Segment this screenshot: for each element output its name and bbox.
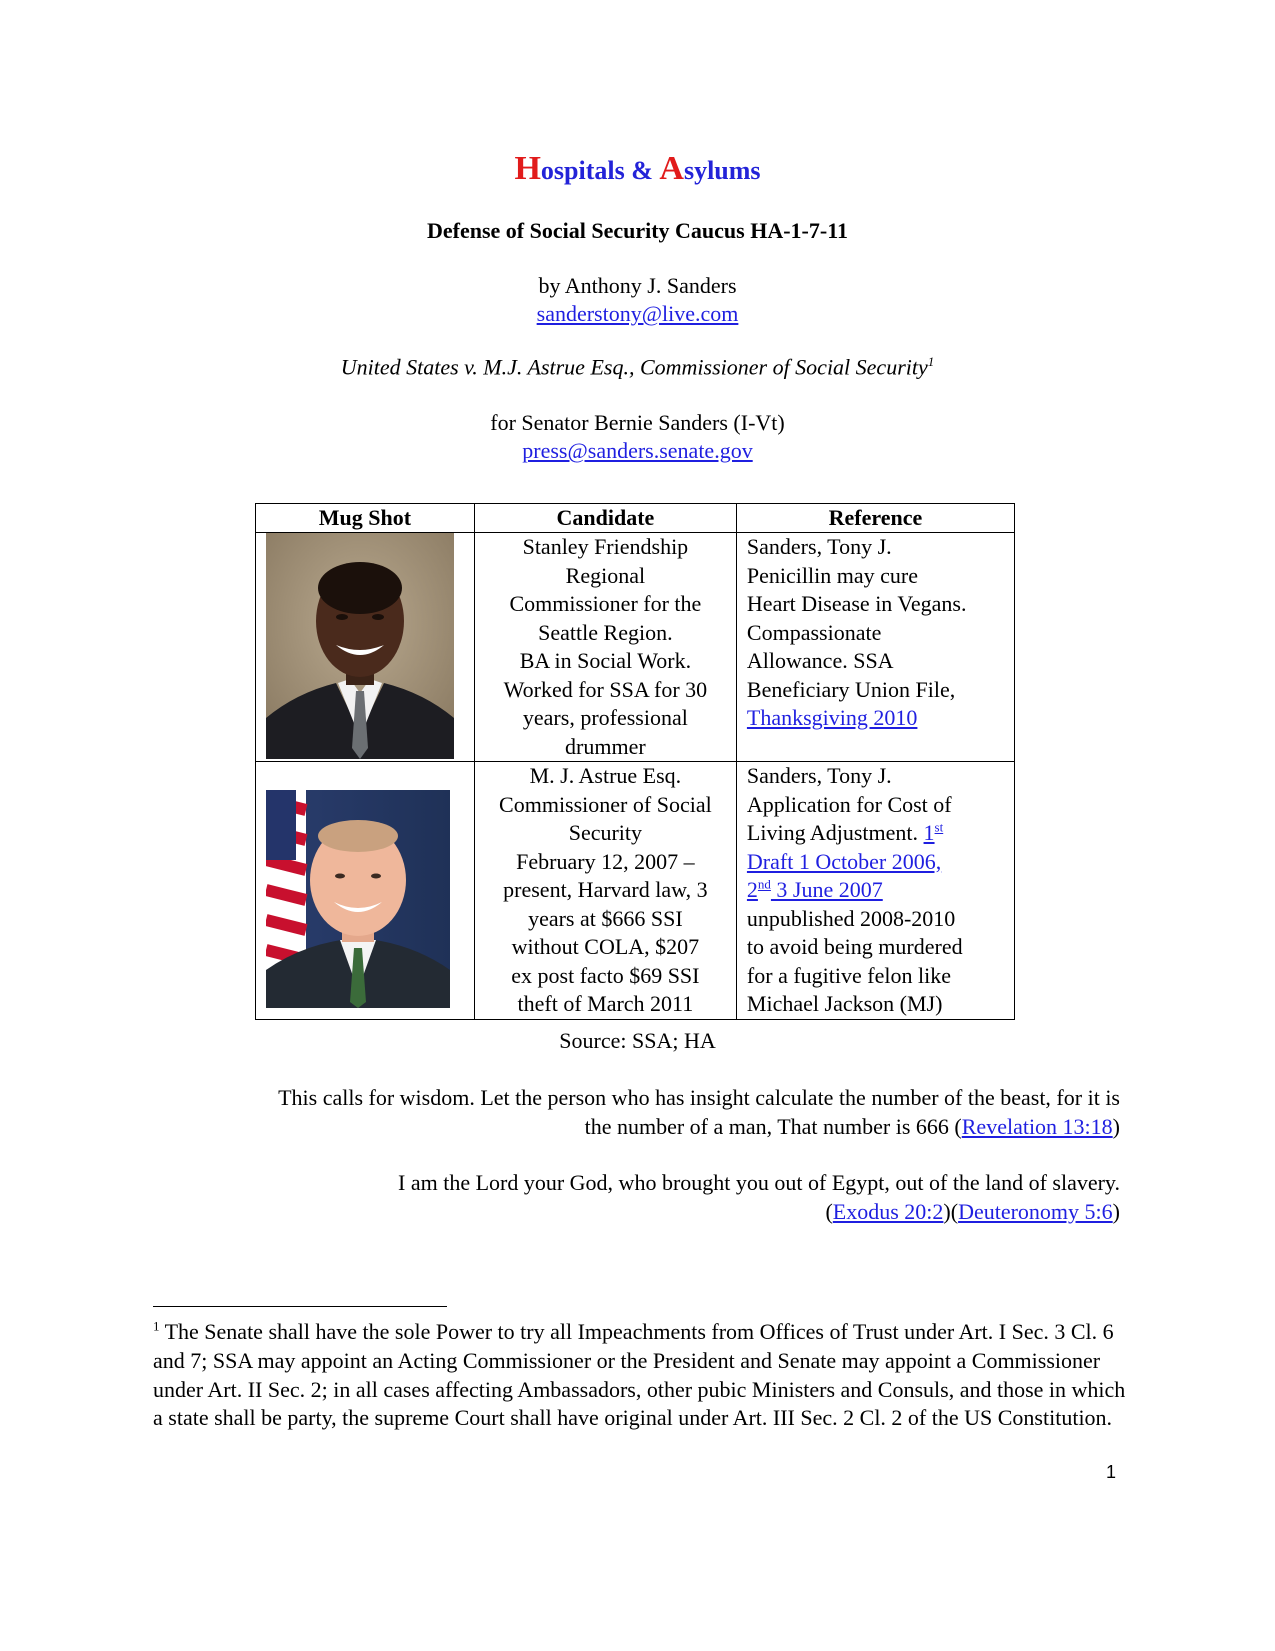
candidate-line: Stanley Friendship	[522, 534, 689, 559]
reference-prefix: Living Adjustment.	[746, 820, 924, 845]
quote-line: This calls for wisdom. Let the person who has insight calculate the number of the beast, for it is	[278, 1085, 1120, 1110]
candidate-line: Worked for SSA for 30	[503, 676, 708, 702]
portrait-photo-1	[266, 533, 454, 759]
reference-cell	[736, 533, 1014, 762]
title-part-1: ospitals &	[540, 156, 660, 185]
page-number: 1	[1106, 1462, 1117, 1482]
exodus-link[interactable]: Exodus 20:2	[832, 1198, 944, 1224]
paren-open: (	[825, 1198, 833, 1224]
footnote-number: 1	[153, 1318, 160, 1334]
footnote	[153, 1318, 1133, 1433]
mug-shot-cell	[256, 533, 475, 762]
reference-line: Heart Disease in Vegans.	[746, 591, 967, 616]
candidate-line: M. J. Astrue Esq.	[529, 763, 682, 788]
quote-line-prefix: the number of a man, That number is 666 (	[584, 1113, 962, 1139]
exodus-quote	[140, 1169, 1120, 1226]
reference-line: Sanders, Tony J.	[746, 763, 892, 788]
revelation-link[interactable]: Revelation 13:18	[961, 1113, 1113, 1139]
candidate-cell	[474, 533, 736, 762]
candidate-line: drummer	[565, 733, 646, 759]
table-row	[256, 762, 1015, 1020]
reference-line: for a fugitive felon like	[746, 962, 951, 988]
press-email-link[interactable]: press@sanders.senate.gov	[522, 438, 753, 463]
quote-line-suffix: )	[1112, 1113, 1120, 1139]
candidate-line: BA in Social Work.	[519, 648, 692, 673]
revelation-quote	[140, 1084, 1120, 1141]
reference-line: Application for Cost of	[746, 791, 952, 817]
case-title	[0, 354, 1275, 380]
reference-line: Allowance. SSA	[746, 648, 894, 673]
candidate-line: without COLA, $207	[511, 934, 700, 959]
portrait-photo-2	[266, 790, 450, 1008]
candidate-line: February 12, 2007 –	[516, 848, 695, 874]
reference-cell	[736, 762, 1014, 1020]
reference-line: unpublished 2008-2010	[746, 905, 956, 931]
candidate-line: years, professional	[522, 705, 688, 730]
table-header-row	[256, 504, 1015, 533]
candidate-line: Seattle Region.	[538, 619, 673, 645]
candidate-line: Commissioner of Social	[499, 791, 712, 817]
second-draft-link[interactable]: 3 June 2007	[770, 877, 883, 902]
table-row	[256, 533, 1015, 762]
deuteronomy-link[interactable]: Deuteronomy 5:6	[958, 1198, 1113, 1224]
reference-line: Michael Jackson (MJ)	[746, 991, 943, 1016]
paren-close: )	[1112, 1198, 1120, 1224]
candidate-line: Security	[568, 820, 643, 845]
for-line	[0, 409, 1275, 465]
candidate-line: theft of March 2011	[517, 991, 694, 1016]
first-draft-link-num[interactable]: 1	[923, 820, 935, 845]
reference-line: Sanders, Tony J.	[746, 534, 892, 559]
title-part-2: sylums	[683, 156, 761, 185]
first-draft-link-sup[interactable]: st	[934, 819, 944, 835]
footnote-text: The Senate shall have the sole Power to try all Impeachments from Offices of Trust under Art. I Sec. 3 Cl. 6 and 7; SSA may appoint an Acting Commissioner or the President and Senate may appoint a Commissioner under Art. II Sec. 2; in all cases affecting Ambassadors, other pubic Ministers and Consuls, and those in which a state shall be party, the supreme Court shall have original under Art. III Sec. 2 Cl. 2 of the US Constitution.	[153, 1319, 1126, 1431]
first-draft-link[interactable]: Draft 1 October 2006,	[746, 848, 942, 874]
quote-line: I am the Lord your God, who brought you out of Egypt, out of the land of slavery.	[398, 1170, 1120, 1195]
case-title-text: United States v. M.J. Astrue Esq., Commissioner of Social Security	[340, 354, 928, 380]
document-subtitle: Defense of Social Security Caucus HA-1-7-11	[426, 218, 848, 243]
header-reference: Reference	[736, 504, 1014, 533]
reference-line	[747, 819, 1004, 848]
header-mug-shot: Mug Shot	[256, 504, 475, 533]
reference-line: to avoid being murdered	[746, 934, 963, 959]
candidate-cell	[474, 762, 736, 1020]
byline	[0, 272, 1275, 328]
footnote-marker[interactable]: 1	[927, 354, 935, 369]
mug-shot-cell	[256, 762, 475, 1020]
title-initial-a: A	[659, 150, 684, 187]
candidate-line: years at $666 SSI	[528, 905, 683, 931]
candidate-line: Regional	[565, 562, 646, 588]
table-source: Source: SSA; HA	[559, 1028, 716, 1053]
for-line-text: for Senator Bernie Sanders (I-Vt)	[490, 410, 785, 435]
candidate-line: present, Harvard law, 3	[503, 877, 708, 902]
candidate-line: ex post facto $69 SSI	[511, 962, 700, 988]
candidate-table	[255, 503, 1015, 1020]
reference-line: Beneficiary Union File,	[746, 676, 956, 702]
author-name: by Anthony J. Sanders	[538, 273, 737, 298]
candidate-line: Commissioner for the	[509, 591, 702, 616]
second-draft-link-num[interactable]: 2	[746, 877, 758, 902]
reference-line: Penicillin may cure	[746, 562, 918, 588]
header-candidate: Candidate	[474, 504, 736, 533]
document-title	[0, 150, 1275, 188]
paren-mid: )(	[943, 1198, 959, 1224]
thanksgiving-link[interactable]: Thanksgiving 2010	[746, 705, 918, 730]
reference-line: Compassionate	[746, 619, 882, 645]
author-email-link[interactable]: sanderstony@live.com	[536, 301, 739, 326]
second-draft-link-sup[interactable]: nd	[757, 876, 771, 892]
footnote-divider	[153, 1306, 447, 1307]
title-initial-h: H	[514, 150, 541, 187]
